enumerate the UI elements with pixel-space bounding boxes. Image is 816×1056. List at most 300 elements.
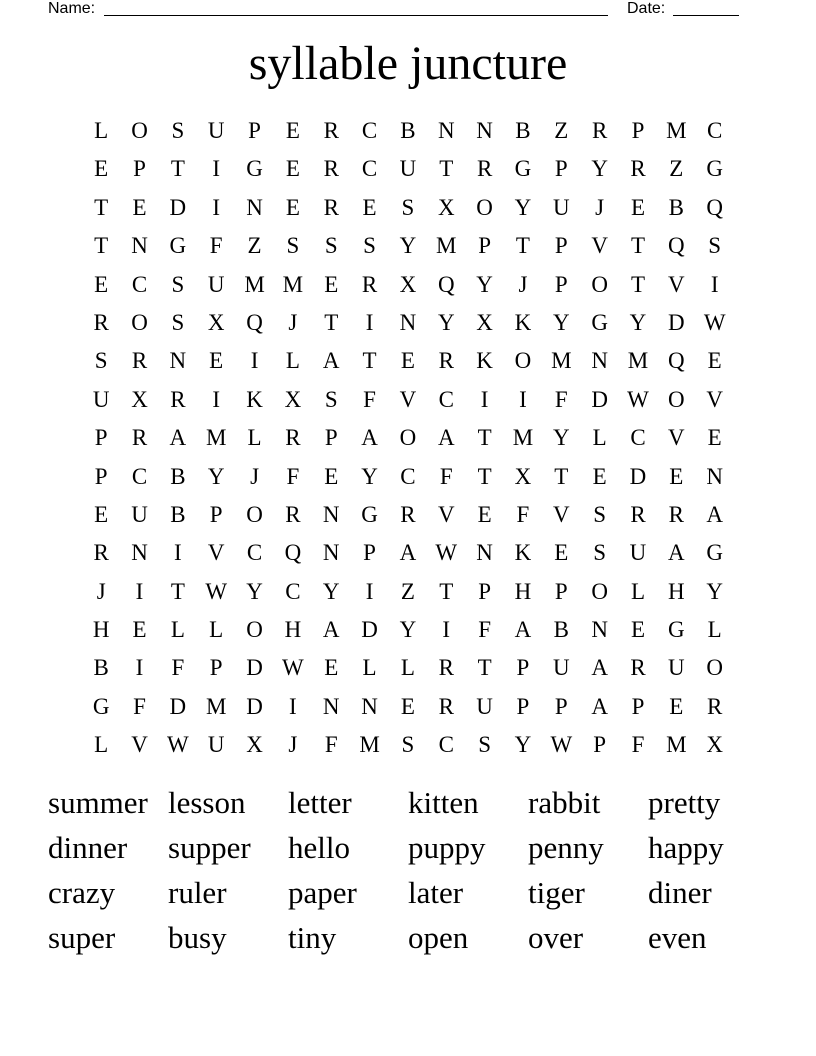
grid-letter: F [324, 732, 338, 758]
grid-letter: P [554, 271, 568, 297]
grid-letter: C [246, 540, 263, 566]
grid-letter: F [516, 501, 530, 527]
grid-letter: Y [591, 156, 608, 182]
grid-letter: I [174, 540, 182, 566]
grid-letter: N [437, 118, 455, 143]
word-list-item: crazy [48, 875, 116, 910]
grid-letter: N [322, 501, 340, 527]
grid-letter: S [401, 732, 415, 758]
grid-letter: R [93, 309, 109, 335]
grid-row [82, 420, 734, 458]
grid-letter: V [706, 386, 723, 412]
grid-letter: P [324, 425, 338, 451]
grid-row [82, 612, 734, 650]
grid-letter: U [92, 386, 110, 412]
grid-letter: O [668, 386, 685, 412]
grid-letter: B [400, 118, 416, 143]
grid-letter: E [592, 463, 607, 489]
grid-letter: O [476, 194, 493, 220]
grid-letter: P [554, 578, 568, 604]
grid-letter: Q [284, 540, 302, 566]
grid-letter: L [285, 348, 300, 374]
grid-letter: Z [247, 233, 262, 259]
word-list-item: penny [528, 830, 604, 865]
grid-letter: N [476, 118, 493, 143]
grid-letter: G [668, 617, 685, 643]
grid-letter: A [591, 655, 608, 681]
grid-row [82, 497, 734, 535]
grid-letter: N [361, 693, 378, 719]
grid-letter: Y [399, 617, 417, 643]
grid-letter: B [553, 617, 569, 643]
page-title: syllable juncture [248, 37, 568, 90]
grid-letter: S [324, 233, 338, 259]
grid-letter: R [285, 425, 301, 451]
grid-letter: Y [399, 233, 417, 259]
grid-letter: G [361, 501, 378, 527]
grid-letter: Y [552, 425, 570, 451]
grid-letter: R [438, 348, 454, 374]
grid-letter: J [250, 463, 260, 489]
grid-letter: R [400, 501, 416, 527]
grid-letter: Q [668, 233, 685, 259]
grid-letter: P [94, 463, 108, 489]
grid-row [82, 151, 734, 189]
grid-letter: J [288, 732, 298, 758]
letter-grid [82, 113, 734, 766]
grid-letter: C [438, 732, 454, 758]
word-list-item: supper [168, 830, 251, 865]
grid-letter: J [288, 309, 298, 335]
grid-letter: U [552, 194, 570, 220]
grid-letter: Q [668, 348, 685, 374]
grid-letter: M [666, 118, 687, 143]
grid-row [82, 574, 734, 612]
grid-letter: P [478, 578, 491, 604]
grid-letter: T [439, 156, 454, 182]
grid-letter: I [212, 386, 221, 412]
grid-letter: L [400, 655, 415, 681]
grid-letter: E [630, 194, 646, 220]
word-list-item: letter [288, 785, 352, 820]
word-list-item: even [648, 920, 707, 955]
grid-letter: D [246, 655, 263, 681]
grid-letter: P [133, 156, 146, 182]
grid-letter: Q [246, 309, 263, 335]
grid-letter: K [514, 309, 532, 335]
grid-letter: T [477, 655, 492, 681]
grid-letter: S [324, 386, 338, 412]
grid-row [82, 343, 734, 381]
grid-letter: D [169, 693, 187, 719]
grid-letter: E [209, 348, 224, 374]
grid-letter: F [439, 463, 453, 489]
grid-letter: B [93, 655, 109, 681]
worksheet-header [48, 0, 748, 20]
grid-letter: O [591, 271, 608, 297]
grid-letter: C [285, 578, 301, 604]
grid-letter: C [630, 425, 646, 451]
grid-letter: C [131, 463, 148, 489]
grid-letter: E [94, 271, 109, 297]
grid-row [82, 113, 734, 151]
grid-letter: W [205, 578, 228, 604]
grid-letter: U [131, 501, 148, 527]
grid-letter: P [248, 118, 261, 143]
word-list-item: rabbit [528, 785, 601, 820]
grid-letter: X [514, 463, 532, 489]
grid-letter: Q [706, 194, 723, 220]
grid-letter: R [131, 348, 148, 374]
grid-letter: N [131, 233, 148, 259]
grid-letter: G [706, 540, 723, 566]
grid-letter: R [323, 156, 339, 182]
date-label: Date: [627, 0, 666, 17]
grid-letter: E [324, 463, 339, 489]
grid-letter: W [167, 732, 189, 758]
grid-letter: P [516, 693, 530, 719]
grid-letter: I [135, 655, 144, 681]
grid-letter: X [246, 732, 263, 758]
grid-letter: T [630, 271, 646, 297]
word-list-item: tiny [288, 920, 337, 955]
grid-letter: A [322, 617, 340, 643]
grid-letter: S [171, 309, 185, 335]
grid-letter: L [592, 425, 607, 451]
grid-letter: A [399, 540, 417, 566]
grid-letter: R [438, 655, 454, 681]
grid-letter: U [207, 732, 225, 758]
grid-letter: Y [629, 309, 647, 335]
grid-letter: L [170, 617, 185, 643]
grid-letter: R [93, 540, 109, 566]
grid-letter: U [399, 156, 417, 182]
grid-letter: G [514, 156, 532, 182]
grid-letter: T [554, 463, 569, 489]
grid-letter: T [477, 425, 492, 451]
grid-letter: S [478, 732, 491, 758]
grid-letter: F [171, 655, 185, 681]
grid-letter: P [554, 693, 568, 719]
grid-letter: D [361, 617, 378, 643]
date-blank-line [673, 15, 739, 16]
word-list-item: dinner [48, 830, 128, 865]
word-list-item: ruler [168, 875, 227, 910]
grid-letter: N [246, 194, 263, 220]
grid-letter: X [131, 386, 148, 412]
grid-letter: U [207, 271, 225, 297]
grid-letter: B [668, 194, 684, 220]
grid-letter: E [132, 194, 147, 220]
word-list-item: super [48, 920, 116, 955]
grid-letter: T [324, 309, 339, 335]
grid-letter: P [209, 501, 223, 527]
grid-letter: N [591, 348, 608, 374]
grid-letter: U [629, 540, 647, 566]
grid-letter: W [703, 309, 726, 335]
grid-letter: B [170, 501, 186, 527]
grid-letter: N [591, 617, 608, 643]
grid-letter: O [514, 348, 532, 374]
grid-letter: X [284, 386, 302, 412]
grid-letter: T [170, 156, 185, 182]
grid-letter: E [362, 194, 377, 220]
grid-letter: C [361, 118, 378, 143]
grid-letter: L [362, 655, 377, 681]
grid-letter: Y [514, 194, 532, 220]
grid-letter: O [246, 617, 263, 643]
grid-row [82, 689, 734, 727]
grid-letter: S [94, 348, 108, 374]
grid-letter: C [438, 386, 454, 412]
grid-letter: E [669, 463, 684, 489]
grid-letter: V [668, 271, 685, 297]
grid-letter: T [630, 233, 646, 259]
grid-letter: L [94, 732, 109, 758]
grid-letter: P [516, 655, 530, 681]
grid-letter: F [133, 693, 146, 719]
grid-letter: E [477, 501, 492, 527]
grid-letter: Z [554, 118, 569, 143]
grid-letter: J [96, 578, 106, 604]
grid-letter: X [399, 271, 417, 297]
grid-letter: W [282, 655, 304, 681]
grid-letter: I [710, 271, 719, 297]
grid-letter: L [94, 118, 109, 143]
grid-letter: I [212, 194, 221, 220]
grid-letter: I [135, 578, 144, 604]
grid-letter: P [94, 425, 108, 451]
grid-letter: E [285, 118, 300, 143]
grid-letter: O [246, 501, 263, 527]
grid-letter: K [476, 348, 493, 374]
grid-letter: O [131, 309, 148, 335]
grid-letter: E [630, 617, 646, 643]
grid-letter: N [476, 540, 493, 566]
grid-letter: A [668, 540, 685, 566]
grid-letter: Y [246, 578, 263, 604]
grid-letter: R [476, 156, 493, 182]
grid-letter: I [480, 386, 489, 412]
grid-letter: F [209, 233, 223, 259]
grid-letter: P [631, 693, 645, 719]
grid-letter: V [437, 501, 455, 527]
grid-letter: G [246, 156, 263, 182]
grid-letter: E [707, 348, 722, 374]
grid-letter: I [250, 348, 259, 374]
grid-letter: U [552, 655, 570, 681]
grid-letter: X [207, 309, 225, 335]
grid-letter: T [477, 463, 492, 489]
grid-letter: N [322, 693, 340, 719]
grid-letter: D [246, 693, 263, 719]
grid-letter: I [442, 617, 451, 643]
grid-letter: E [132, 617, 147, 643]
grid-letter: L [209, 617, 224, 643]
grid-letter: N [169, 348, 187, 374]
grid-letter: R [285, 501, 301, 527]
grid-letter: V [399, 386, 417, 412]
grid-row [82, 535, 734, 573]
word-list-item: pretty [648, 785, 721, 820]
grid-letter: F [286, 463, 300, 489]
grid-letter: E [94, 156, 109, 182]
word-list-item: paper [288, 875, 357, 910]
grid-letter: M [244, 271, 265, 297]
grid-letter: S [708, 233, 722, 259]
grid-letter: V [131, 732, 148, 758]
grid-letter: Y [322, 578, 340, 604]
grid-letter: U [668, 655, 685, 681]
word-list-item: over [528, 920, 584, 955]
grid-letter: S [593, 540, 607, 566]
grid-letter: Q [437, 271, 455, 297]
grid-letter: M [205, 425, 227, 451]
grid-letter: R [323, 118, 339, 143]
grid-row [82, 650, 734, 688]
grid-row [82, 382, 734, 420]
grid-row [82, 267, 734, 305]
grid-letter: C [707, 118, 723, 143]
grid-letter: M [666, 732, 687, 758]
grid-letter: A [706, 501, 723, 527]
grid-letter: S [171, 118, 185, 143]
grid-letter: E [285, 156, 300, 182]
grid-letter: P [593, 732, 607, 758]
word-list-item: puppy [408, 830, 486, 865]
grid-letter: L [247, 425, 262, 451]
grid-letter: A [322, 348, 340, 374]
grid-letter: T [94, 194, 109, 220]
grid-letter: W [435, 540, 458, 566]
grid-letter: E [285, 194, 300, 220]
grid-letter: W [550, 732, 573, 758]
grid-letter: G [92, 693, 110, 719]
grid-letter: T [515, 233, 530, 259]
word-list-item: diner [648, 875, 712, 910]
grid-row [82, 459, 734, 497]
grid-letter: S [593, 501, 607, 527]
grid-letter: O [131, 118, 148, 143]
grid-letter: G [706, 156, 723, 182]
grid-letter: H [284, 617, 302, 643]
grid-letter: C [131, 271, 148, 297]
grid-letter: A [169, 425, 187, 451]
grid-letter: Y [514, 732, 532, 758]
grid-letter: D [629, 463, 647, 489]
grid-letter: R [707, 693, 723, 719]
grid-letter: G [591, 309, 608, 335]
grid-letter: R [591, 118, 608, 143]
grid-letter: X [476, 309, 493, 335]
grid-letter: C [400, 463, 416, 489]
grid-letter: E [94, 501, 109, 527]
grid-row [82, 190, 734, 228]
grid-letter: N [706, 463, 723, 489]
grid-letter: S [286, 233, 300, 259]
grid-letter: J [595, 194, 605, 220]
grid-letter: E [324, 271, 339, 297]
grid-letter: L [630, 578, 646, 604]
grid-letter: Y [476, 271, 493, 297]
grid-letter: J [518, 271, 528, 297]
grid-letter: P [209, 655, 223, 681]
word-list-item: happy [648, 830, 724, 865]
grid-letter: E [324, 655, 339, 681]
grid-letter: V [552, 501, 570, 527]
grid-letter: Y [706, 578, 723, 604]
grid-row [82, 228, 734, 266]
grid-row [82, 305, 734, 343]
grid-letter: N [322, 540, 340, 566]
grid-letter: H [514, 578, 532, 604]
grid-letter: H [92, 617, 110, 643]
grid-letter: I [212, 156, 221, 182]
grid-letter: M [359, 732, 380, 758]
grid-letter: A [361, 425, 378, 451]
grid-letter: O [706, 655, 723, 681]
grid-letter: R [170, 386, 186, 412]
grid-letter: A [514, 617, 532, 643]
grid-letter: F [478, 617, 491, 643]
grid-letter: E [669, 693, 684, 719]
grid-letter: R [323, 194, 339, 220]
grid-letter: B [170, 463, 186, 489]
grid-letter: A [437, 425, 455, 451]
grid-letter: U [476, 693, 493, 719]
grid-letter: I [365, 309, 374, 335]
grid-letter: K [514, 540, 532, 566]
word-list-item: summer [48, 785, 148, 820]
grid-letter: Z [669, 156, 684, 182]
grid-letter: F [363, 386, 376, 412]
grid-letter: C [361, 156, 378, 182]
grid-letter: S [171, 271, 185, 297]
grid-letter: E [400, 693, 415, 719]
grid-letter: R [630, 156, 646, 182]
grid-letter: R [630, 501, 646, 527]
grid-letter: O [591, 578, 608, 604]
grid-letter: P [554, 233, 568, 259]
grid-letter: D [591, 386, 608, 412]
grid-letter: V [591, 233, 608, 259]
grid-letter: U [207, 118, 225, 143]
grid-row [82, 727, 734, 765]
grid-letter: O [399, 425, 417, 451]
grid-letter: M [627, 348, 649, 374]
grid-letter: X [437, 194, 455, 220]
grid-letter: I [365, 578, 374, 604]
grid-letter: M [512, 425, 534, 451]
word-list-item: open [408, 920, 469, 955]
grid-letter: M [551, 348, 572, 374]
grid-letter: M [282, 271, 304, 297]
grid-letter: Z [400, 578, 415, 604]
grid-letter: E [554, 540, 569, 566]
word-list-item: tiger [528, 875, 585, 910]
grid-letter: E [400, 348, 415, 374]
grid-letter: I [289, 693, 297, 719]
word-list-item: later [408, 875, 464, 910]
grid-letter: B [515, 118, 531, 143]
grid-letter: R [361, 271, 378, 297]
grid-letter: T [94, 233, 109, 259]
grid-letter: Y [361, 463, 378, 489]
grid-letter: I [519, 386, 527, 412]
grid-letter: T [362, 348, 377, 374]
grid-letter: X [706, 732, 723, 758]
grid-letter: T [439, 578, 454, 604]
